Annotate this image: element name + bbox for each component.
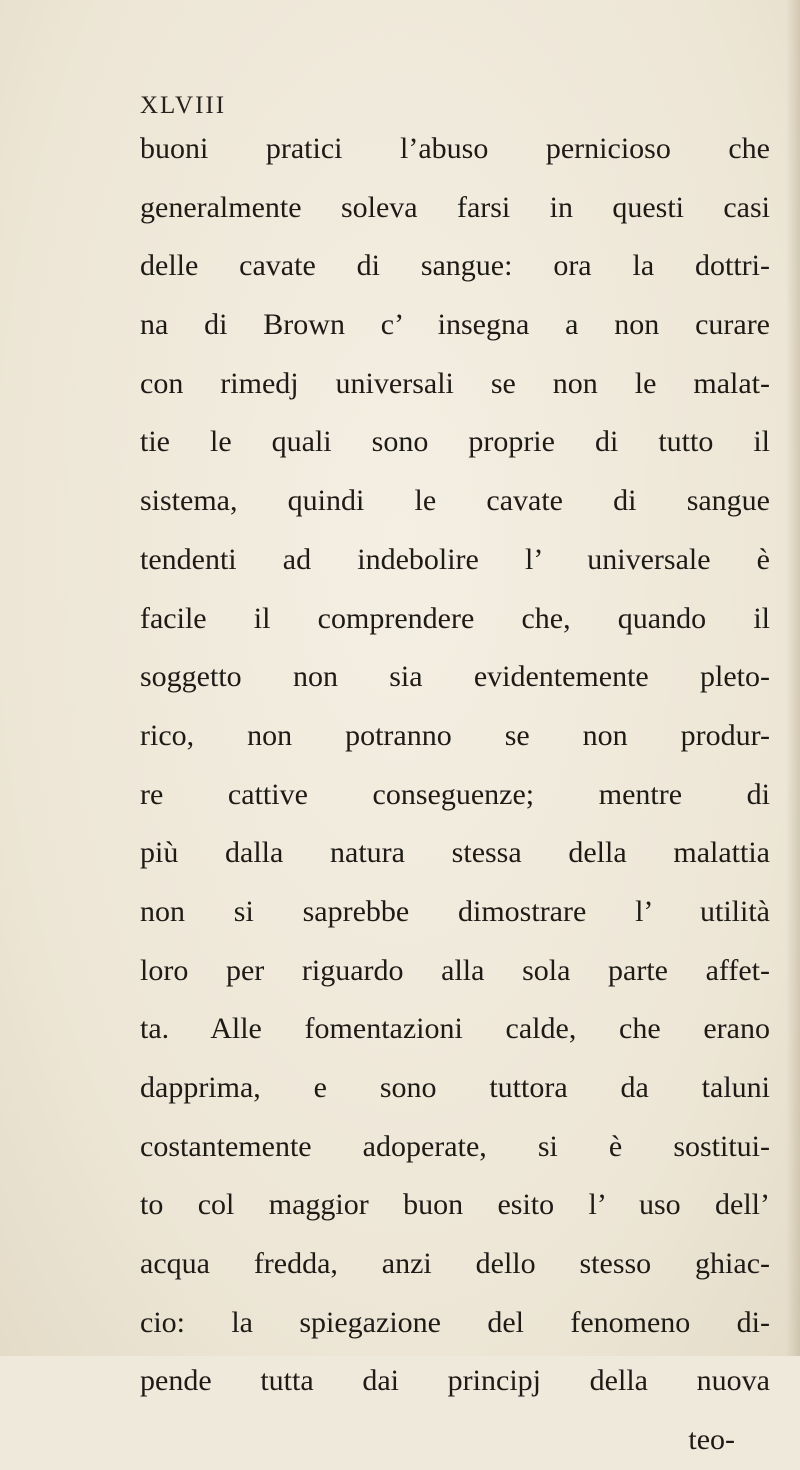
text-line: cio: la spiegazione del fenomeno di-	[140, 1305, 770, 1339]
text-line: delle cavate di sangue: ora la dottri-	[140, 249, 770, 283]
text-line: loro per riguardo alla sola parte affet-	[140, 953, 770, 987]
text-line: più dalla natura stessa della malattia	[140, 836, 770, 870]
text-line: ta. Alle fomentazioni calde, che erano	[140, 1012, 770, 1046]
text-line: con rimedj universali se non le malat-	[140, 366, 770, 400]
text-line: costantemente adoperate, si è sostitui-	[140, 1129, 770, 1163]
text-line: tendenti ad indebolire l’ universale è	[140, 542, 770, 576]
text-line: facile il comprendere che, quando il	[140, 601, 770, 635]
text-line: to col maggior buon esito l’ uso dell’	[140, 1188, 770, 1222]
text-line: soggetto non sia evidentemente pleto-	[140, 660, 770, 694]
text-line: na di Brown c’ insegna a non curare	[140, 308, 770, 342]
catchword: teo-	[688, 1423, 735, 1457]
text-line: sistema, quindi le cavate di sangue	[140, 484, 770, 518]
text-line: tie le quali sono proprie di tutto il	[140, 425, 770, 459]
body-text	[140, 120, 770, 1470]
text-line: re cattive conseguenze; mentre di	[140, 777, 770, 811]
text-line: non si saprebbe dimostrare l’ utilità	[140, 894, 770, 928]
text-line: acqua fredda, anzi dello stesso ghiac-	[140, 1247, 770, 1281]
text-line: rico, non potranno se non produr-	[140, 718, 770, 752]
running-head-page-number: XLVIII	[140, 92, 227, 119]
text-line: dapprima, e sono tuttora da taluni	[140, 1071, 770, 1104]
page-edge-shadow	[786, 0, 800, 1356]
text-line: generalmente soleva farsi in questi casi	[140, 190, 770, 224]
text-line: pende tutta dai principj della nuova	[140, 1364, 770, 1398]
text-line: buoni pratici l’abuso pernicioso che	[140, 132, 770, 165]
